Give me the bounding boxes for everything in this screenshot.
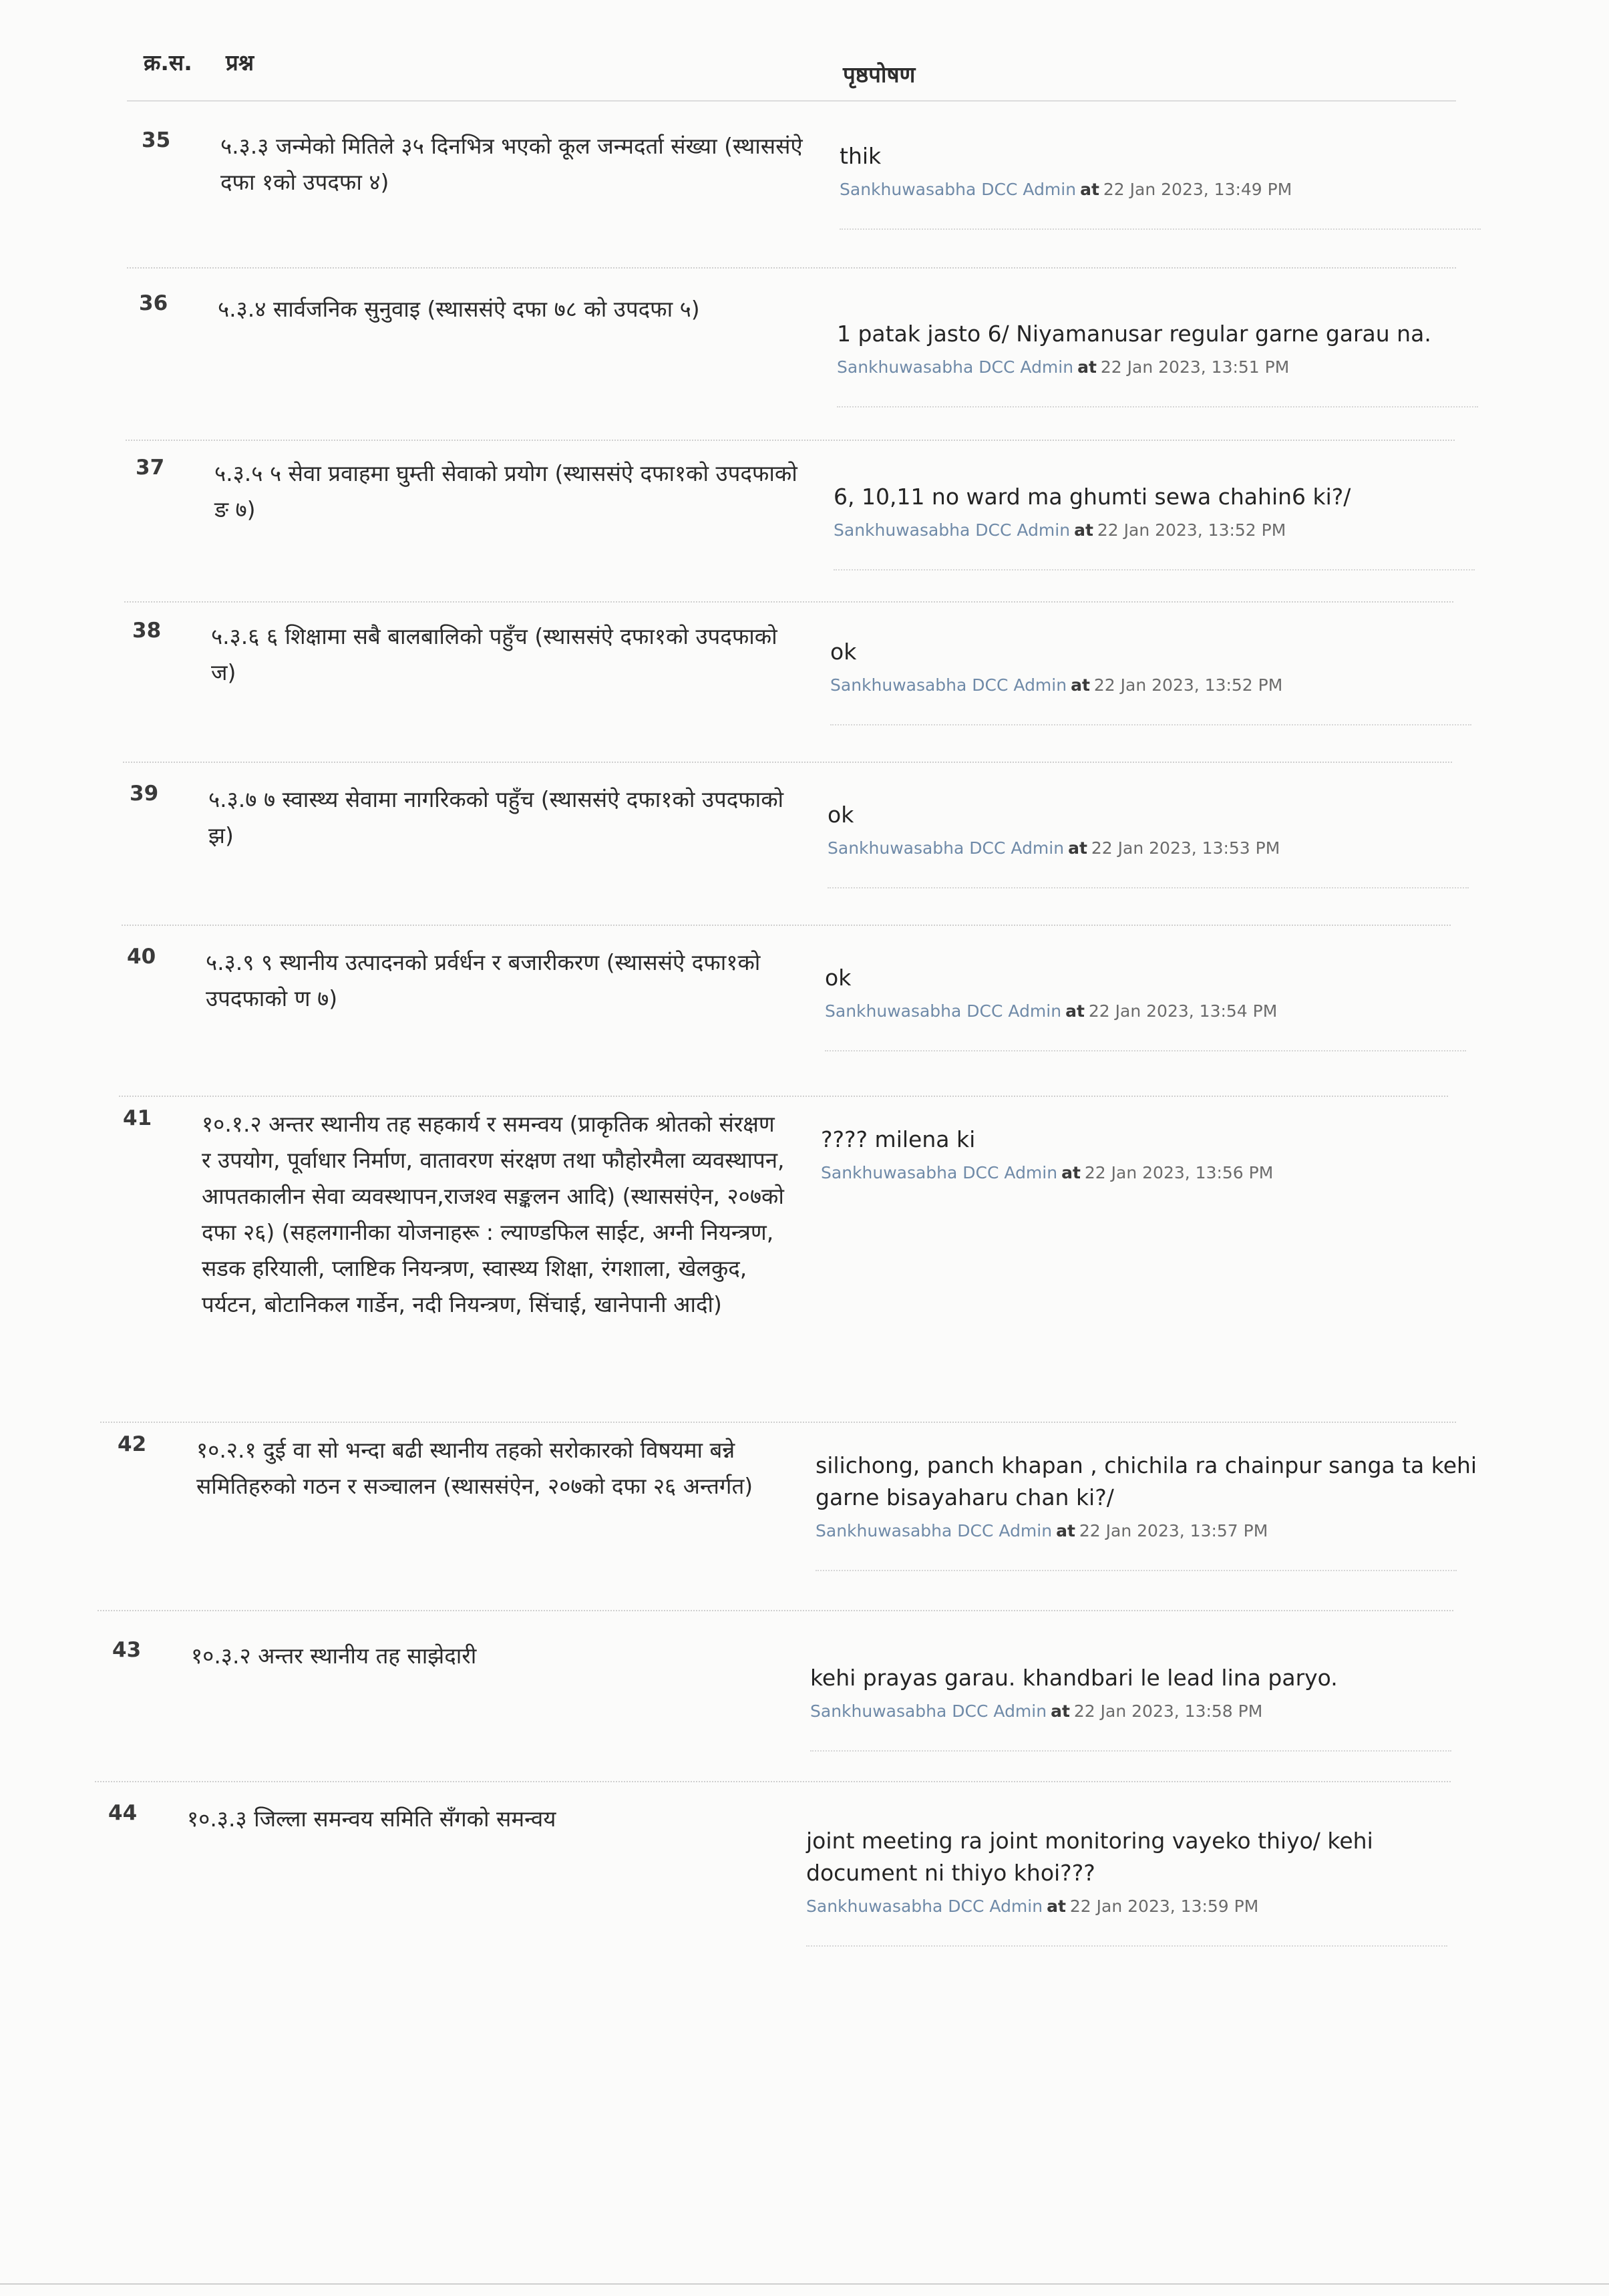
feedback-comment: ok: [825, 965, 852, 991]
serial-number: 41: [123, 1106, 152, 1130]
author-link[interactable]: Sankhuwasabha DCC Admin: [825, 1001, 1062, 1021]
author-link[interactable]: Sankhuwasabha DCC Admin: [810, 1701, 1047, 1721]
timestamp: 22 Jan 2023, 13:49 PM: [1103, 180, 1292, 199]
feedback-cell: [828, 799, 1495, 888]
at-label: at: [1061, 1163, 1081, 1182]
at-label: at: [1068, 838, 1087, 858]
timestamp: 22 Jan 2023, 13:59 PM: [1069, 1897, 1259, 1916]
question-header: प्रश्न: [226, 49, 254, 75]
feedback-comment: joint meeting ra joint monitoring vayeko thiyo/ kehi document ni thiyo khoi???: [806, 1828, 1373, 1886]
feedback-cell: [837, 318, 1505, 407]
at-label: at: [1074, 520, 1093, 540]
feedback-divider: [810, 1750, 1451, 1752]
question-text: ५.३.४ सार्वजनिक सुनुवाइ (स्थाससंऐ दफा ७८ को उपदफा ५): [218, 296, 700, 322]
author-link[interactable]: Sankhuwasabha DCC Admin: [821, 1163, 1058, 1182]
feedback-divider: [806, 1945, 1447, 1947]
feedback-divider: [840, 228, 1481, 230]
timestamp: 22 Jan 2023, 13:57 PM: [1079, 1521, 1268, 1540]
feedback-comment: ok: [830, 639, 857, 665]
feedback-comment: kehi prayas garau. khandbari le lead lina paryo.: [810, 1665, 1338, 1691]
at-label: at: [1065, 1001, 1085, 1021]
timestamp: 22 Jan 2023, 13:51 PM: [1100, 357, 1290, 377]
feedback-header: पृष्ठपोषण: [843, 61, 916, 88]
at-label: at: [1077, 357, 1097, 377]
row-divider: [100, 1422, 1456, 1423]
feedback-divider: [830, 724, 1471, 725]
feedback-cell: [816, 1450, 1483, 1571]
serial-number: 38: [132, 619, 162, 643]
feedback-meta: [810, 1701, 1478, 1722]
author-link[interactable]: Sankhuwasabha DCC Admin: [840, 180, 1077, 199]
feedback-cell: [821, 1124, 1489, 1184]
serial-number: 43: [112, 1638, 142, 1662]
feedback-divider: [825, 1050, 1466, 1051]
row-divider: [126, 440, 1455, 441]
feedback-meta: [828, 838, 1495, 859]
at-label: at: [1080, 180, 1099, 199]
timestamp: 22 Jan 2023, 13:54 PM: [1088, 1001, 1278, 1021]
serial-number: 37: [136, 456, 165, 480]
feedback-comment: ???? milena ki: [821, 1126, 976, 1152]
timestamp: 22 Jan 2023, 13:53 PM: [1091, 838, 1280, 858]
table-header: [127, 40, 1456, 100]
feedback-comment: thik: [840, 143, 882, 169]
row-divider: [123, 762, 1452, 763]
author-link[interactable]: Sankhuwasabha DCC Admin: [806, 1897, 1043, 1916]
row-divider: [119, 1096, 1448, 1097]
feedback-comment: 6, 10,11 no ward ma ghumti sewa chahin6 ki?/: [834, 484, 1351, 510]
feedback-meta: [837, 357, 1505, 378]
serial-number: 44: [108, 1801, 138, 1825]
timestamp: 22 Jan 2023, 13:56 PM: [1084, 1163, 1274, 1182]
feedback-meta: [834, 520, 1501, 541]
row-divider: [124, 601, 1453, 603]
feedback-cell: [825, 962, 1493, 1051]
feedback-cell: [830, 636, 1498, 725]
feedback-divider: [837, 406, 1478, 407]
author-link[interactable]: Sankhuwasabha DCC Admin: [834, 520, 1071, 540]
feedback-cell: [806, 1825, 1474, 1947]
question-text: ५.३.९ ९ स्थानीय उत्पादनको प्रर्वर्धन र बजारीकरण (स्थाससंऐ दफा१को उपदफाको ण ७): [206, 949, 761, 1011]
timestamp: 22 Jan 2023, 13:52 PM: [1093, 675, 1283, 695]
header-divider: [127, 100, 1456, 102]
row-divider: [127, 267, 1456, 269]
author-link[interactable]: Sankhuwasabha DCC Admin: [830, 675, 1067, 695]
feedback-comment: silichong, panch khapan , chichila ra chainpur sanga ta kehi garne bisayaharu chan ki?/: [816, 1452, 1477, 1510]
row-divider: [98, 1610, 1453, 1611]
feedback-comment: 1 patak jasto 6/ Niyamanusar regular garne garau na.: [837, 321, 1431, 347]
author-link[interactable]: Sankhuwasabha DCC Admin: [837, 357, 1074, 377]
serial-number: 42: [118, 1432, 147, 1456]
question-text: ५.३.५ ५ सेवा प्रवाहमा घुम्ती सेवाको प्रयोग (स्थाससंऐ दफा१को उपदफाको ङ ७): [214, 460, 797, 522]
feedback-divider: [816, 1570, 1457, 1571]
question-text: १०.२.१ दुई वा सो भन्दा बढी स्थानीय तहको सरोकारको विषयमा बन्ने समितिहरुको गठन र सञ्चालन (स्थाससंऐन, २०७को दफा २६ अन्तर्गत): [196, 1437, 753, 1499]
feedback-meta: [830, 675, 1498, 696]
at-label: at: [1071, 675, 1090, 695]
question-text: १०.३.२ अन्तर स्थानीय तह साझेदारी: [191, 1643, 477, 1669]
serial-number: 39: [130, 782, 159, 806]
page-bottom-edge: [0, 2283, 1609, 2285]
serial-number: 40: [127, 945, 156, 969]
timestamp: 22 Jan 2023, 13:58 PM: [1073, 1701, 1263, 1721]
serial-number: 35: [142, 128, 171, 152]
feedback-meta: [821, 1162, 1489, 1184]
question-text: ५.३.७ ७ स्वास्थ्य सेवामा नागरिकको पहुँच (स्थाससंऐ दफा१को उपदफाको झ): [208, 786, 784, 848]
feedback-cell: [840, 140, 1507, 230]
row-divider: [95, 1781, 1451, 1782]
question-text: ५.३.३ जन्मेको मितिले ३५ दिनभित्र भएको कूल जन्मदर्ता संख्या (स्थाससंऐ दफा १को उपदफा ४): [220, 133, 803, 195]
author-link[interactable]: Sankhuwasabha DCC Admin: [816, 1521, 1053, 1540]
feedback-cell: [810, 1662, 1478, 1752]
at-label: at: [1051, 1701, 1070, 1721]
row-divider: [122, 925, 1451, 926]
serial-number-header: क्र.स.: [144, 49, 192, 75]
author-link[interactable]: Sankhuwasabha DCC Admin: [828, 838, 1065, 858]
feedback-comment: ok: [828, 802, 854, 828]
feedback-divider: [828, 887, 1469, 888]
timestamp: 22 Jan 2023, 13:52 PM: [1097, 520, 1286, 540]
serial-number: 36: [139, 291, 168, 315]
feedback-meta: [825, 1001, 1493, 1022]
at-label: at: [1047, 1897, 1066, 1916]
at-label: at: [1056, 1521, 1075, 1540]
feedback-divider: [834, 569, 1475, 570]
feedback-meta: [816, 1520, 1483, 1542]
question-text: १०.१.२ अन्तर स्थानीय तह सहकार्य र समन्वय (प्राकृतिक श्रोतको संरक्षण र उपयोग, पूर्वाधार निर्माण, वातावरण संरक्षण तथा फौहोरमैला व्यवस्थापन, आपतकालीन सेवा व्यवस्थापन,राजश्व सङ्कलन आदि) (स्थाससंऐन, २०७को दफा २६) (सहलगानीका योजनाहरू : ल्याण्डफिल साईट, अग्नी नियन्त्रण, सडक हरियाली, प्लाष्टिक नियन्त्रण, स्वास्थ्य शिक्षा, रंगशाला, खेलकुद, पर्यटन, बोटानिकल गार्डेन, नदी नियन्त्रण, सिंचाई, खानेपानी आदी): [202, 1111, 785, 1317]
feedback-meta: [806, 1896, 1474, 1917]
question-text: ५.३.६ ६ शिक्षामा सबै बालबालिको पहुँच (स्थाससंऐ दफा१को उपदफाको ज): [211, 623, 777, 685]
feedback-meta: [840, 179, 1507, 200]
feedback-cell: [834, 481, 1501, 570]
question-text: १०.३.३ जिल्ला समन्वय समिति सँगको समन्वय: [187, 1806, 556, 1832]
